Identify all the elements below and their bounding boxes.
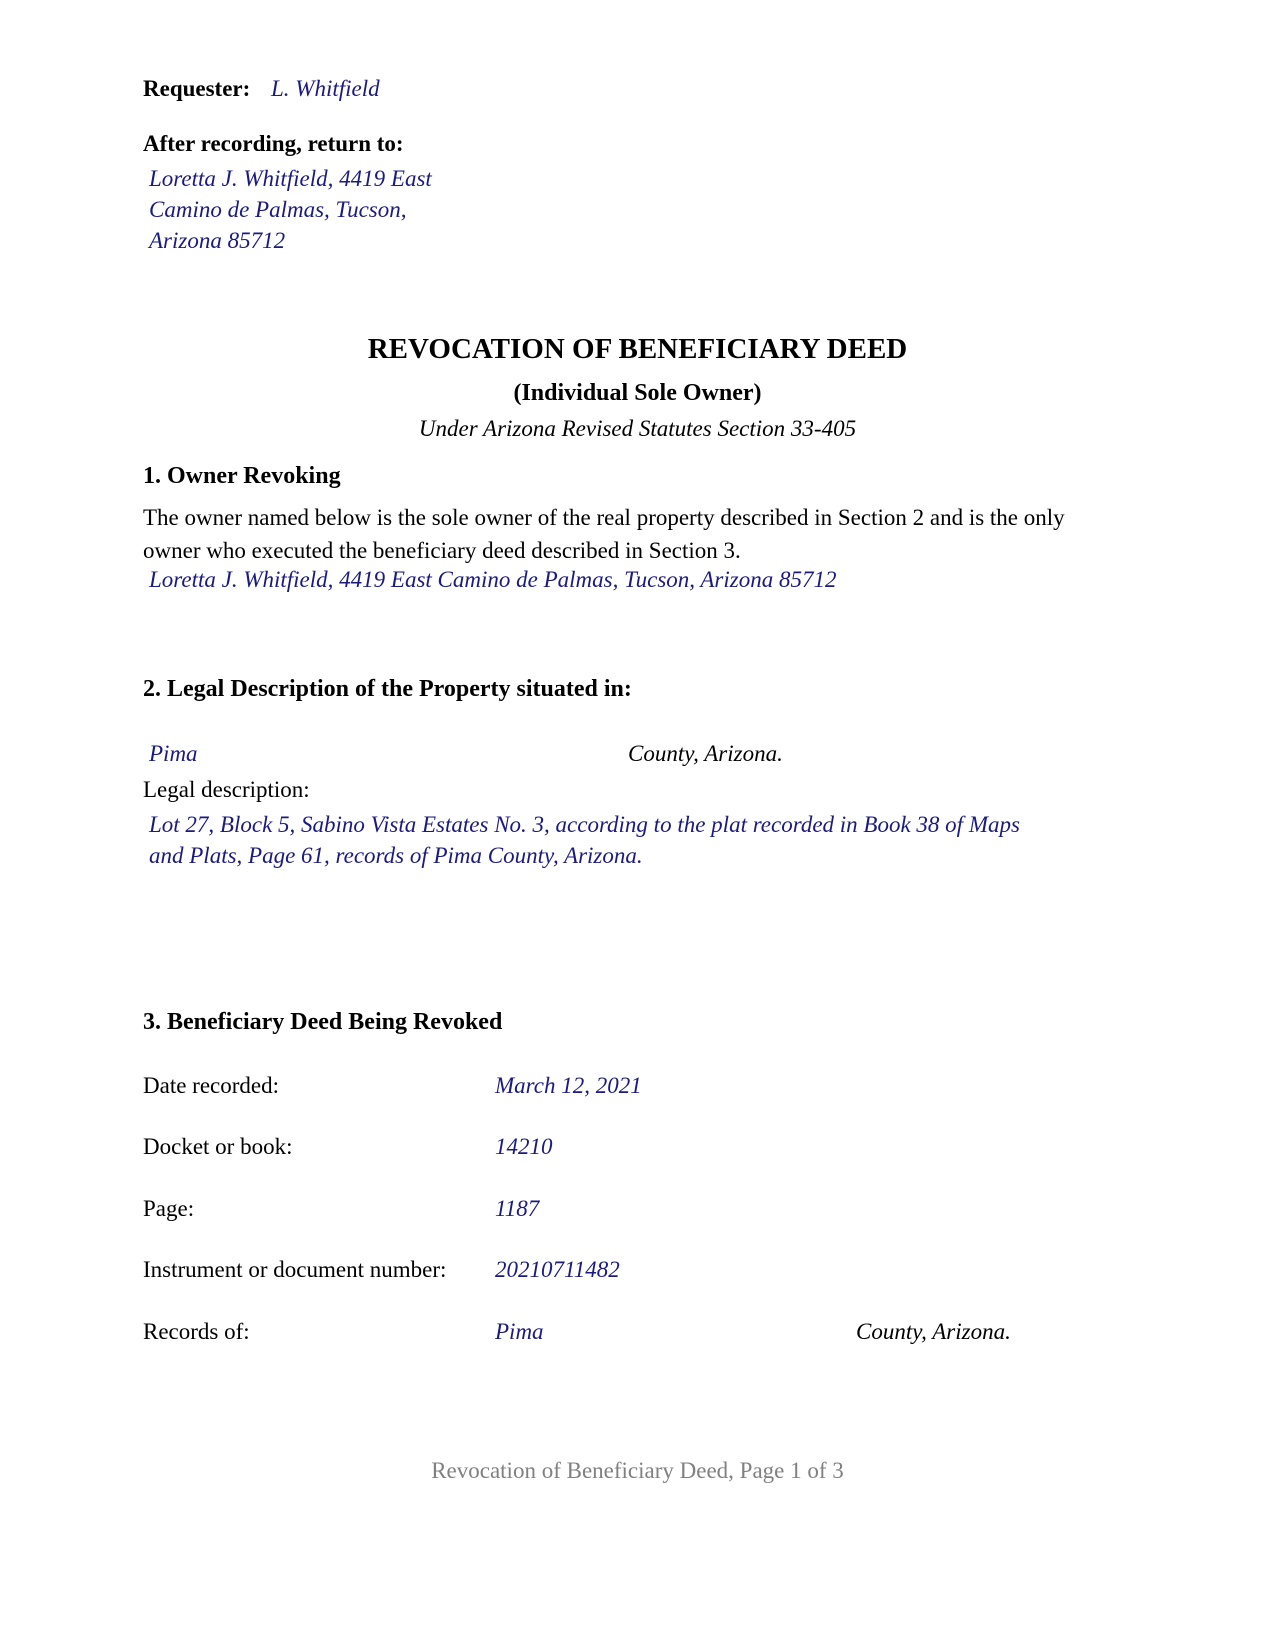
instrument-number-value: 20210711482 <box>495 1257 620 1282</box>
legal-description-line: Lot 27, Block 5, Sabino Vista Estates No. 3, according to the plat recorded in Book 38 of Maps <box>149 812 1020 837</box>
legal-description-line: and Plats, Page 61, records of Pima County, Arizona. <box>149 843 643 868</box>
return-to-line: Loretta J. Whitfield, 4419 East <box>149 166 432 191</box>
document-subtitle: (Individual Sole Owner) <box>513 380 762 406</box>
date-recorded-value: March 12, 2021 <box>495 1073 642 1098</box>
date-recorded-label: Date recorded: <box>143 1073 280 1098</box>
legal-description-label: Legal description: <box>143 777 310 802</box>
owner-name-address: Loretta J. Whitfield, 4419 East Camino de Palmas, Tucson, Arizona 85712 <box>149 567 837 592</box>
records-of-suffix: County, Arizona. <box>856 1319 1011 1344</box>
property-county-suffix: County, Arizona. <box>628 741 783 766</box>
instrument-number-label: Instrument or document number: <box>143 1257 447 1282</box>
records-of-value: Pima <box>495 1319 544 1344</box>
return-to-label: After recording, return to: <box>143 131 404 156</box>
section3-heading: 3. Beneficiary Deed Being Revoked <box>143 1009 503 1035</box>
return-to-address <box>149 163 432 256</box>
section1-body: The owner named below is the sole owner of the real property described in Section 2 and is the only owner who executed the beneficiary deed described in Section 3. <box>143 505 1065 563</box>
records-of-label: Records of: <box>143 1319 250 1344</box>
legal-description <box>149 809 1020 871</box>
requester-label: Requester: <box>143 76 251 101</box>
page-value: 1187 <box>495 1196 540 1221</box>
docket-value: 14210 <box>495 1134 553 1159</box>
return-to-line: Arizona 85712 <box>149 228 286 253</box>
section2-heading: 2. Legal Description of the Property situated in: <box>143 676 632 702</box>
document-title: REVOCATION OF BENEFICIARY DEED <box>367 333 908 365</box>
return-to-line: Camino de Palmas, Tucson, <box>149 197 407 222</box>
section1-heading: 1. Owner Revoking <box>143 463 341 489</box>
page-label: Page: <box>143 1196 195 1221</box>
page-footer: Revocation of Beneficiary Deed, Page 1 of 3 <box>431 1458 844 1483</box>
property-county: Pima <box>149 741 198 766</box>
docket-label: Docket or book: <box>143 1134 293 1159</box>
statute-reference: Under Arizona Revised Statutes Section 33-405 <box>418 416 857 441</box>
requester-value: L. Whitfield <box>271 76 380 101</box>
